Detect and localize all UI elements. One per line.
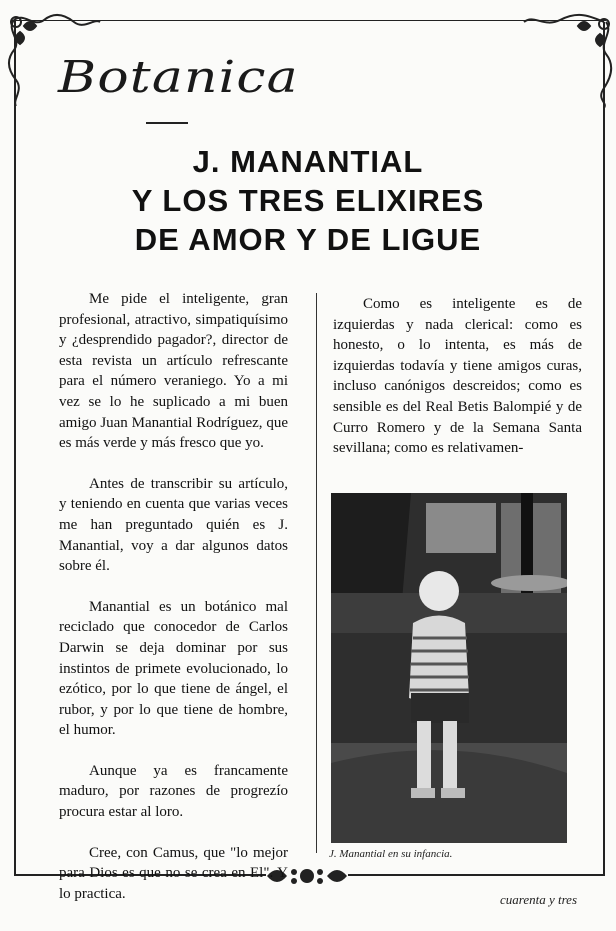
title-rule — [146, 122, 188, 124]
article-right-column — [333, 294, 582, 459]
paragraph: Me pide el inteligente, gran profesional, atractivo, simpatiquísimo y ¿desprendido pagador?, director de esta revista un artículo refrescante para el número veraniego. Yo a mi vez se lo he suplicado a mi buen amigo Juan Manantial Rodríguez, que es más verde y más fresco que yo. — [59, 291, 288, 452]
headline-line-2: Y LOS TRES ELIXIRES — [131, 183, 485, 218]
headline-line-1: J. MANANTIAL — [192, 144, 424, 179]
paragraph: Cree, con Camus, que "lo mejor para Dios es que no se crea en El". Y lo practica. — [59, 844, 288, 902]
childhood-photo — [331, 493, 567, 843]
section-title: Botanica — [58, 52, 299, 103]
headline-line-3: DE AMOR Y DE LIGUE — [134, 222, 482, 257]
frame-bottom-rule-right — [348, 874, 605, 876]
column-divider — [316, 293, 317, 853]
article-headline — [0, 142, 616, 259]
paragraph: Antes de transcribir su artículo, y teniendo en cuenta que varias veces me han preguntado quién es J. Manantial, voy a dar algunos datos sobre él. — [59, 475, 288, 575]
corner-ornament-top-right — [520, 10, 616, 110]
article-left-column — [59, 289, 288, 924]
paragraph: Como es inteligente es de izquierdas y nada clerical: como es honesto, o lo intenta, es más de izquierdas todavía y tiene amigos curas, incluso canónigos descreidos; como es sensible es del Real Betis Balompié y de Curro Romero y de la Semana Santa sevillana; como es relativamen- — [333, 296, 582, 457]
photo-caption: J. Manantial en su infancia. — [329, 848, 453, 860]
paragraph: Aunque ya es francamente maduro, por razones de progrezío procura estar al loro. — [59, 762, 288, 821]
page-number-label: cuarenta y tres — [500, 892, 578, 907]
paragraph: Manantial es un botánico mal reciclado que conocedor de Carlos Darwin se deja dominar por sus instintos de primete evolucionado, lo ezótico, por lo que tiene de ángel, el rubor, y por lo que tiene de hombre, el humor. — [59, 598, 288, 739]
